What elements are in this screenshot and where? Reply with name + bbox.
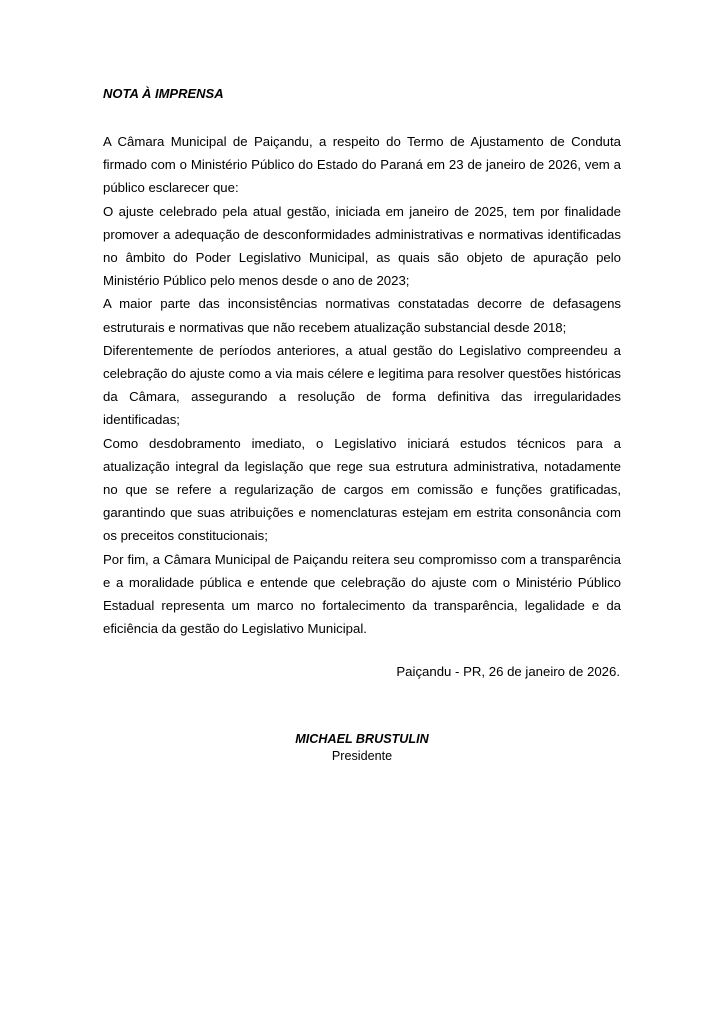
paragraph-conclusion: Por fim, a Câmara Municipal de Paiçandu reitera seu compromisso com a transparência e a moralidade pública e entende que celebração do ajuste com o Ministério Público Estadual representa um marco no fortalecimento da transparência, legalidade e da eficiência da gestão do Legislativo Municipal.	[103, 551, 621, 637]
signatory-role: Presidente	[331, 749, 393, 763]
document-body	[103, 130, 621, 640]
signatory-name: MICHAEL BRUSTULIN	[295, 732, 429, 746]
paragraph-adjustment-purpose: O ajuste celebrado pela atual gestão, iniciada em janeiro de 2025, tem por finalidade promover a adequação de desconformidades administrativas e normativas identificadas no âmbito do Poder Legislativo Municipal, as quais são objeto de apuração pelo Ministério Público pelo menos desde o ano de 2023;	[103, 203, 621, 289]
paragraph-technical-studies: Como desdobramento imediato, o Legislativo iniciará estudos técnicos para a atualização integral da legislação que rege sua estrutura administrativa, notadamente no que se refere a regularização de cargos em comissão e funções gratificadas, garantindo que suas atribuições e nomenclaturas estejam em estrita consonância com os preceitos constitucionais;	[103, 435, 621, 544]
paragraph-intro: A Câmara Municipal de Paiçandu, a respeito do Termo de Ajustamento de Conduta firmado com o Ministério Público do Estado do Paraná em 23 de janeiro de 2026, vem a público esclarecer que:	[103, 134, 621, 196]
place-date: Paiçandu - PR, 26 de janeiro de 2026.	[396, 664, 620, 679]
paragraph-current-management: Diferentemente de períodos anteriores, a atual gestão do Legislativo compreendeu a celebração do ajuste como a via mais célere e legitima para resolver questões históricas da Câmara, assegurando a resolução de forma definitiva das irregularidades identificadas;	[103, 342, 621, 428]
paragraph-inconsistencies: A maior parte das inconsistências normativas constatadas decorre de defasagens estruturais e normativas que não recebem atualização substancial desde 2018;	[103, 296, 621, 335]
press-note-title: NOTA À IMPRENSA	[103, 86, 224, 101]
